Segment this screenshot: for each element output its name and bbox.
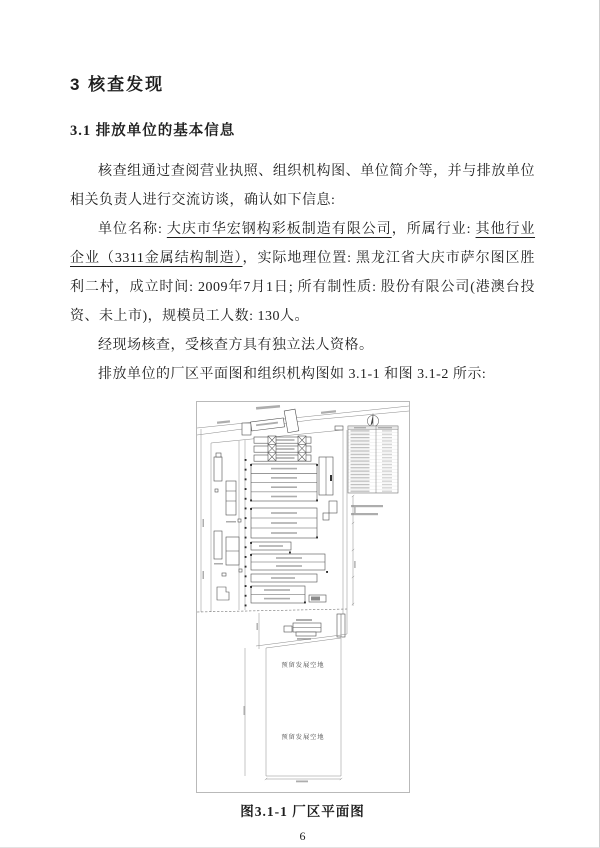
site-plan-image (196, 401, 410, 793)
craneway-structures (254, 436, 311, 461)
reserved-land-label-1: 预留发展空地 (280, 662, 325, 669)
reserved-land-label-2: 预留发展空地 (280, 734, 325, 741)
paragraph-legal-status: 经现场核查，受核查方具有独立法人资格。 (98, 338, 374, 353)
workshop-buildings (251, 464, 326, 603)
underlined-text: 大庆市华宏钢构彩板制造有限公司 (166, 222, 392, 237)
underlined-text: 其他行业企业（3311金属结构制造） (70, 222, 536, 266)
page-number: 6 (299, 829, 306, 843)
figure-caption: 图3.1-1 厂区平面图 (240, 804, 365, 819)
subsection-heading: 3.1 排放单位的基本信息 (70, 123, 236, 139)
text-segment: ，实际地理位置: 黑龙江省大庆市萨尔图区胜利二村，成立时间: 2009年7月1日; 所有制性质: 股份有限公司(港澳台投资、未上市)，规模员工人数: 130人。 (70, 251, 536, 324)
paragraph-figure-reference: 排放单位的厂区平面图和组织机构图如 3.1-1 和图 3.1-2 所示: (98, 367, 487, 382)
text-segment: ，所属行业: (391, 222, 476, 237)
paragraph-company-info (70, 215, 535, 331)
text-segment: 单位名称: (98, 222, 167, 237)
paragraph-intro: 核查组通过查阅营业执照、组织机构图、单位简介等，并与排放单位相关负责人进行交流访谈，确认如下信息: (70, 164, 535, 208)
legend-table (348, 426, 398, 493)
site-plan-figure (196, 401, 410, 793)
section-heading: 3 核查发现 (70, 75, 165, 94)
